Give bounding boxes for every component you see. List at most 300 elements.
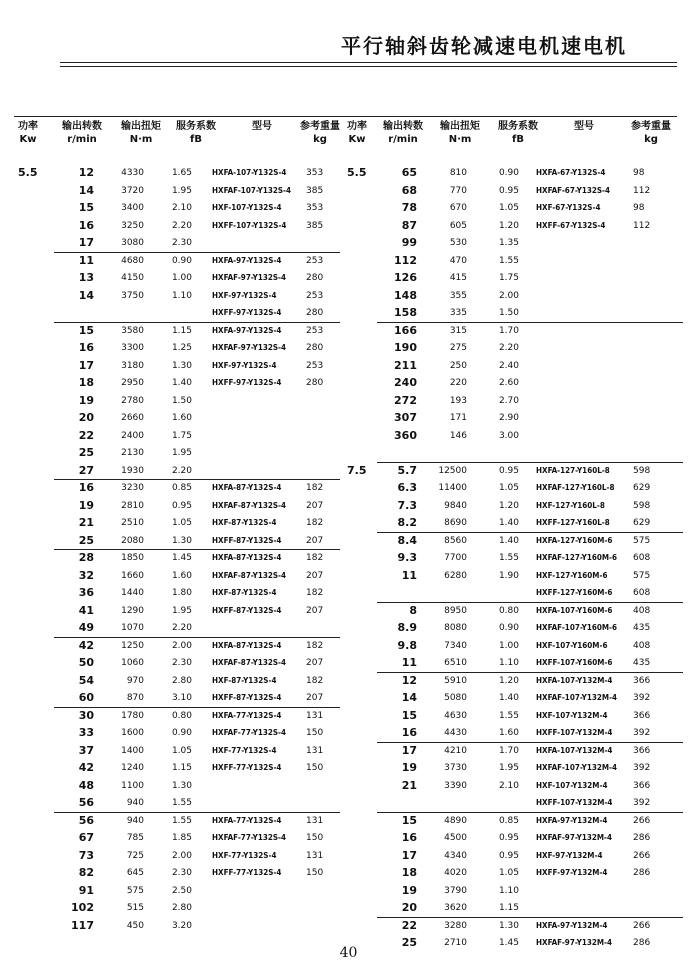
torque-cell: 3280 — [444, 920, 467, 931]
table-row — [343, 305, 683, 321]
factor-cell: 0.95 — [171, 500, 192, 511]
speed-cell: 6.3 — [397, 481, 417, 494]
speed-cell: 17 — [78, 236, 94, 249]
factor-cell: 0.90 — [498, 168, 519, 178]
speed-cell: 17 — [401, 848, 417, 862]
model-cell: HXFA-107-Y132S-4 — [212, 168, 287, 177]
torque-cell: 3300 — [121, 343, 144, 353]
table-row — [14, 393, 340, 409]
factor-cell: 1.95 — [498, 763, 519, 773]
factor-cell: 1.20 — [498, 220, 519, 231]
table-row — [14, 480, 340, 496]
table-row — [14, 795, 340, 811]
table-row — [14, 533, 340, 549]
speed-cell: 56 — [78, 796, 94, 809]
speed-cell: 60 — [78, 691, 94, 704]
torque-cell: 940 — [126, 798, 144, 808]
torque-cell: 515 — [126, 903, 144, 913]
weight-cell: 131 — [306, 745, 324, 756]
torque-cell: 3250 — [121, 220, 144, 231]
header-power: 功率 Kw — [347, 121, 367, 145]
table-row — [343, 900, 683, 916]
weight-cell: 98 — [633, 203, 645, 213]
header-model: 型号 — [252, 121, 272, 132]
speed-cell: 15 — [401, 708, 417, 722]
table-row — [343, 393, 683, 409]
model-cell: HXFA-97-Y132S-4 — [212, 255, 282, 265]
torque-cell: 1100 — [121, 780, 144, 791]
table-row — [343, 673, 683, 689]
factor-cell: 0.95 — [498, 185, 519, 196]
model-cell: HXF-107-Y132M-4 — [536, 780, 608, 790]
weight-cell: 98 — [633, 168, 645, 178]
speed-cell: 42 — [78, 761, 94, 774]
speed-cell: 78 — [401, 201, 417, 214]
torque-cell: 4340 — [444, 850, 467, 861]
factor-cell: 2.30 — [171, 868, 192, 878]
table-row — [343, 585, 683, 601]
weight-cell: 207 — [306, 658, 324, 668]
factor-cell: 1.55 — [498, 255, 519, 266]
speed-cell: 50 — [78, 656, 94, 669]
speed-cell: 49 — [78, 621, 94, 634]
speed-cell: 9.3 — [397, 551, 417, 564]
model-cell: HXFAF-107-Y132M-4 — [536, 693, 618, 702]
torque-cell: 4680 — [121, 255, 144, 266]
speed-cell: 99 — [401, 236, 417, 249]
factor-cell: 3.20 — [171, 920, 192, 931]
table-row — [343, 603, 683, 619]
model-cell: HXFAF-67-Y132S-4 — [536, 185, 611, 195]
speed-cell: 18 — [401, 866, 417, 879]
torque-cell: 193 — [449, 395, 467, 406]
factor-cell: 1.55 — [498, 553, 519, 563]
torque-cell: 315 — [449, 325, 467, 336]
header-torque: 输出扭矩 N·m — [121, 121, 161, 145]
speed-cell: 8.2 — [397, 516, 417, 529]
table-row — [14, 725, 340, 741]
table-row — [14, 760, 340, 776]
speed-cell: 16 — [78, 481, 94, 494]
factor-cell: 1.65 — [171, 168, 192, 178]
speed-cell: 102 — [71, 901, 94, 914]
table-row — [343, 918, 683, 934]
table-row — [343, 568, 683, 584]
model-cell: HXF-107-Y132M-4 — [536, 710, 608, 720]
table-row — [14, 778, 340, 794]
table-row — [14, 673, 340, 689]
weight-cell: 150 — [306, 868, 324, 878]
model-cell: HXFF-77-Y132S-4 — [212, 868, 282, 877]
torque-cell: 2080 — [121, 535, 144, 546]
torque-cell: 12500 — [438, 465, 467, 476]
speed-cell: 190 — [394, 341, 417, 354]
page-number: 40 — [339, 945, 358, 961]
speed-cell: 91 — [78, 883, 94, 897]
torque-cell: 3620 — [444, 903, 467, 913]
factor-cell: 1.10 — [498, 885, 519, 896]
weight-cell: 366 — [633, 710, 651, 721]
weight-cell: 207 — [306, 570, 324, 581]
model-cell: HXFF-77-Y132S-4 — [212, 763, 282, 772]
weight-cell: 182 — [306, 553, 324, 563]
torque-cell: 355 — [449, 290, 467, 301]
weight-cell: 575 — [633, 570, 651, 581]
torque-cell: 4330 — [121, 168, 144, 178]
weight-cell: 608 — [633, 553, 651, 563]
torque-cell: 5910 — [444, 675, 467, 686]
power-label: 7.5 — [347, 463, 367, 477]
speed-cell: 20 — [78, 411, 94, 424]
speed-cell: 14 — [401, 691, 417, 704]
torque-cell: 2400 — [121, 430, 144, 441]
model-cell: HXFA-77-Y132S-4 — [212, 815, 282, 825]
factor-cell: 0.90 — [171, 728, 192, 738]
torque-cell: 275 — [449, 343, 467, 353]
table-row — [14, 200, 340, 216]
factor-cell: 1.60 — [171, 413, 192, 423]
torque-cell: 3750 — [121, 290, 144, 301]
weight-cell: 253 — [306, 255, 324, 266]
weight-cell: 182 — [306, 483, 324, 493]
factor-cell: 2.30 — [171, 238, 192, 248]
torque-cell: 3720 — [121, 185, 144, 196]
factor-cell: 1.00 — [498, 640, 519, 651]
speed-cell: 9.8 — [397, 638, 417, 652]
factor-cell: 0.90 — [171, 255, 192, 266]
speed-cell: 19 — [401, 883, 417, 897]
speed-cell: 8.4 — [397, 533, 417, 547]
weight-cell: 182 — [306, 640, 324, 651]
speed-cell: 240 — [394, 376, 417, 389]
torque-cell: 2780 — [121, 395, 144, 406]
power-label: 5.5 — [18, 166, 38, 179]
speed-cell: 82 — [78, 866, 94, 879]
torque-cell: 670 — [449, 203, 467, 213]
weight-cell: 435 — [633, 623, 651, 633]
table-top-rule — [14, 116, 677, 117]
model-cell: HXFAF-87-Y132S-4 — [212, 658, 287, 667]
speed-cell: 65 — [401, 166, 417, 179]
torque-cell: 415 — [449, 273, 467, 283]
table-row — [343, 410, 683, 426]
table-row — [14, 568, 340, 584]
speed-cell: 67 — [78, 831, 94, 844]
table-row — [343, 725, 683, 741]
factor-cell: 1.15 — [171, 325, 192, 336]
speed-cell: 41 — [78, 603, 94, 617]
factor-cell: 1.85 — [171, 833, 192, 843]
torque-cell: 4210 — [444, 745, 467, 756]
torque-cell: 1240 — [121, 763, 144, 773]
speed-cell: 16 — [401, 726, 417, 739]
table-row — [14, 183, 340, 199]
model-cell: HXFAF-107-Y160M-6 — [536, 623, 618, 632]
model-cell: HXFA-77-Y132S-4 — [212, 710, 282, 720]
speed-cell: 19 — [401, 761, 417, 774]
torque-cell: 1250 — [121, 640, 144, 651]
table-row — [343, 515, 683, 531]
torque-cell: 2510 — [121, 518, 144, 528]
model-cell: HXFA-97-Y132M-4 — [536, 920, 608, 930]
torque-cell: 2810 — [121, 500, 144, 511]
model-cell: HXF-87-Y132S-4 — [212, 518, 277, 527]
table-row — [343, 708, 683, 724]
weight-cell: 150 — [306, 763, 324, 773]
torque-cell: 146 — [449, 430, 467, 441]
weight-cell: 150 — [306, 728, 324, 738]
torque-cell: 9840 — [444, 500, 467, 511]
weight-cell: 207 — [306, 500, 324, 511]
model-cell: HXFA-87-Y132S-4 — [212, 483, 282, 492]
weight-cell: 392 — [633, 798, 651, 808]
torque-cell: 770 — [449, 185, 467, 196]
torque-cell: 3790 — [444, 885, 467, 896]
speed-cell: 87 — [401, 218, 417, 232]
speed-cell: 307 — [394, 411, 417, 424]
table-row — [343, 638, 683, 654]
table-row — [343, 445, 683, 461]
weight-cell: 131 — [306, 850, 324, 861]
speed-cell: 11 — [401, 656, 417, 669]
model-cell: HXF-87-Y132S-4 — [212, 675, 277, 685]
model-cell: HXFAF-127-Y160M-6 — [536, 553, 618, 562]
torque-cell: 8950 — [444, 605, 467, 616]
torque-cell: 4020 — [444, 868, 467, 878]
speed-cell: 14 — [78, 183, 94, 197]
factor-cell: 1.70 — [498, 745, 519, 756]
speed-cell: 48 — [78, 778, 94, 792]
header-weight: 参考重量 kg — [300, 121, 340, 145]
table-row — [14, 603, 340, 619]
speed-cell: 211 — [394, 358, 417, 372]
model-cell: HXFF-87-Y132S-4 — [212, 535, 282, 545]
factor-cell: 1.55 — [498, 710, 519, 721]
model-cell: HXFA-127-Y160M-6 — [536, 535, 613, 545]
weight-cell: 280 — [306, 343, 324, 353]
torque-cell: 1070 — [121, 623, 144, 633]
speed-cell: 8 — [409, 603, 417, 617]
table-row — [14, 813, 340, 829]
table-row — [14, 445, 340, 461]
factor-cell: 2.20 — [171, 465, 192, 476]
model-cell: HXFAF-77-Y132S-4 — [212, 728, 287, 737]
factor-cell: 1.95 — [171, 448, 192, 458]
table-row — [14, 428, 340, 444]
weight-cell: 150 — [306, 833, 324, 843]
weight-cell: 112 — [633, 220, 651, 231]
model-cell: HXF-127-Y160M-6 — [536, 570, 608, 580]
torque-cell: 470 — [449, 255, 467, 266]
table-row — [14, 235, 340, 251]
weight-cell: 353 — [306, 203, 324, 213]
torque-cell: 3730 — [444, 763, 467, 773]
factor-cell: 2.30 — [171, 658, 192, 668]
model-cell: HXF-77-Y132S-4 — [212, 850, 277, 860]
weight-cell: 408 — [633, 605, 651, 616]
factor-cell: 3.00 — [498, 430, 519, 441]
table-row — [343, 288, 683, 304]
weight-cell: 182 — [306, 518, 324, 528]
weight-cell: 266 — [633, 920, 651, 931]
model-cell: HXF-67-Y132S-4 — [536, 203, 601, 212]
torque-cell: 6280 — [444, 570, 467, 581]
speed-cell: 20 — [401, 901, 417, 914]
table-row — [343, 165, 683, 181]
torque-cell: 1440 — [121, 588, 144, 598]
factor-cell: 0.95 — [498, 465, 519, 476]
speed-cell: 28 — [78, 551, 94, 564]
table-row — [14, 620, 340, 636]
torque-cell: 335 — [449, 308, 467, 318]
table-row — [343, 200, 683, 216]
weight-cell: 207 — [306, 535, 324, 546]
header-factor: 服务系数 fB — [498, 121, 538, 145]
factor-cell: 1.30 — [171, 780, 192, 791]
factor-cell: 2.80 — [171, 675, 192, 686]
weight-cell: 266 — [633, 815, 651, 826]
factor-cell: 2.00 — [171, 640, 192, 651]
weight-cell: 629 — [633, 518, 651, 528]
speed-cell: 36 — [78, 586, 94, 599]
speed-cell: 73 — [78, 848, 94, 862]
table-row — [343, 463, 683, 479]
speed-cell: 37 — [78, 743, 94, 757]
factor-cell: 2.10 — [171, 203, 192, 213]
model-cell: HXFF-67-Y132S-4 — [536, 220, 606, 230]
weight-cell: 392 — [633, 728, 651, 738]
speed-cell: 126 — [394, 271, 417, 284]
weight-cell: 286 — [633, 833, 651, 843]
factor-cell: 2.90 — [498, 413, 519, 423]
header-factor: 服务系数 fB — [176, 121, 216, 145]
model-cell: HXFAF-77-Y132S-4 — [212, 833, 287, 842]
model-cell: HXFA-107-Y132M-4 — [536, 745, 613, 755]
model-cell: HXF-107-Y160M-6 — [536, 640, 608, 650]
torque-cell: 1930 — [121, 465, 144, 476]
table-row — [343, 270, 683, 286]
speed-cell: 22 — [78, 428, 94, 442]
speed-cell: 148 — [394, 288, 417, 302]
speed-cell: 30 — [78, 708, 94, 722]
factor-cell: 1.90 — [498, 570, 519, 581]
factor-cell: 1.40 — [498, 518, 519, 528]
torque-cell: 1600 — [121, 728, 144, 738]
table-row — [343, 480, 683, 496]
factor-cell: 2.50 — [171, 885, 192, 896]
header-model: 型号 — [574, 121, 594, 132]
speed-cell: 21 — [78, 516, 94, 529]
speed-cell: 68 — [401, 183, 417, 197]
weight-cell: 575 — [633, 535, 651, 546]
table-row — [343, 778, 683, 794]
torque-cell: 7700 — [444, 553, 467, 563]
weight-cell: 253 — [306, 290, 324, 301]
torque-cell: 575 — [126, 885, 144, 896]
model-cell: HXFAF-127-Y160L-8 — [536, 483, 615, 492]
model-cell: HXF-97-Y132S-4 — [212, 290, 277, 300]
factor-cell: 1.70 — [498, 325, 519, 336]
model-cell: HXF-77-Y132S-4 — [212, 745, 277, 755]
table-row — [343, 253, 683, 269]
weight-cell: 131 — [306, 710, 324, 721]
speed-cell: 25 — [401, 936, 417, 949]
model-cell: HXFAF-87-Y132S-4 — [212, 500, 287, 510]
factor-cell: 1.35 — [498, 238, 519, 248]
table-row — [14, 323, 340, 339]
speed-cell: 21 — [401, 778, 417, 792]
factor-cell: 1.50 — [498, 308, 519, 318]
weight-cell: 366 — [633, 745, 651, 756]
weight-cell: 207 — [306, 605, 324, 616]
weight-cell: 366 — [633, 675, 651, 686]
table-row — [14, 218, 340, 234]
torque-cell: 605 — [449, 220, 467, 231]
model-cell: HXFF-97-Y132S-4 — [212, 308, 282, 317]
table-row — [14, 655, 340, 671]
weight-cell: 598 — [633, 465, 651, 476]
torque-cell: 2660 — [121, 413, 144, 423]
factor-cell: 1.55 — [171, 815, 192, 826]
torque-cell: 1290 — [121, 605, 144, 616]
factor-cell: 0.95 — [498, 833, 519, 843]
factor-cell: 3.10 — [171, 693, 192, 703]
table-row — [14, 410, 340, 426]
model-cell: HXFF-97-Y132M-4 — [536, 868, 608, 877]
table-row — [343, 235, 683, 251]
torque-cell: 450 — [126, 920, 144, 931]
table-row — [343, 813, 683, 829]
torque-cell: 8690 — [444, 518, 467, 528]
speed-cell: 56 — [78, 813, 94, 827]
header-speed: 输出转数 r/min — [62, 121, 102, 145]
factor-cell: 2.60 — [498, 378, 519, 388]
page-title: 平行轴斜齿轮减速电机速电机 — [341, 34, 627, 58]
torque-cell: 6510 — [444, 658, 467, 668]
table-row — [343, 620, 683, 636]
speed-cell: 11 — [78, 253, 94, 267]
speed-cell: 25 — [78, 533, 94, 547]
model-cell: HXFAF-97-Y132M-4 — [536, 938, 613, 947]
factor-cell: 1.75 — [171, 430, 192, 441]
title-rule — [60, 62, 677, 63]
speed-cell: 19 — [78, 393, 94, 407]
speed-cell: 54 — [78, 673, 94, 687]
weight-cell: 131 — [306, 815, 324, 826]
factor-cell: 1.80 — [171, 588, 192, 598]
table-row — [14, 498, 340, 514]
speed-cell: 14 — [78, 288, 94, 302]
speed-cell: 13 — [78, 271, 94, 284]
factor-cell: 2.80 — [171, 903, 192, 913]
factor-cell: 1.30 — [171, 360, 192, 371]
weight-cell: 280 — [306, 308, 324, 318]
torque-cell: 1400 — [121, 745, 144, 756]
speed-cell: 15 — [78, 323, 94, 337]
factor-cell: 0.85 — [171, 483, 192, 493]
model-cell: HXFA-67-Y132S-4 — [536, 168, 606, 177]
table-row — [343, 690, 683, 706]
table-row — [343, 428, 683, 444]
factor-cell: 1.10 — [171, 290, 192, 301]
speed-cell: 166 — [394, 323, 417, 337]
factor-cell: 0.80 — [498, 605, 519, 616]
factor-cell: 2.00 — [498, 290, 519, 301]
factor-cell: 2.20 — [171, 623, 192, 633]
speed-cell: 16 — [401, 831, 417, 844]
factor-cell: 2.40 — [498, 360, 519, 371]
table-row — [14, 358, 340, 374]
